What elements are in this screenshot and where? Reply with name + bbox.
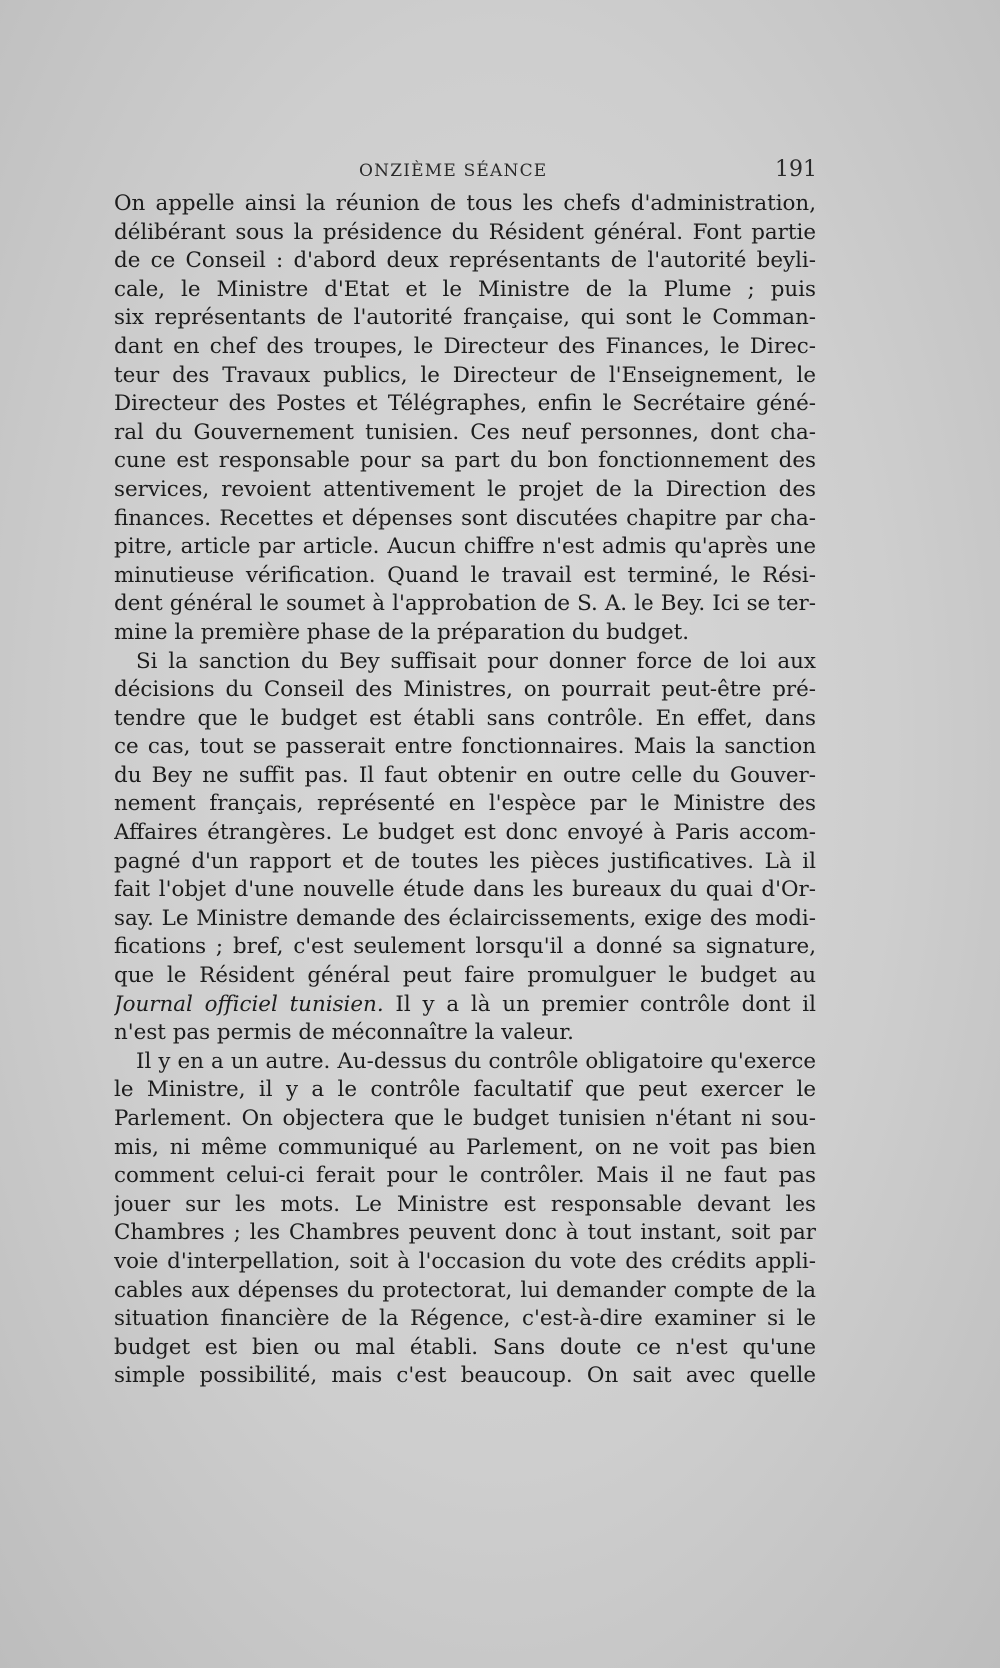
text-line: services, revoient attentivement le projet de la Direction des	[114, 476, 816, 502]
text-line: say. Le Ministre demande des éclaircissements, exige des modi-	[114, 905, 816, 931]
body-text	[114, 190, 816, 1391]
text-line: nement français, représenté en l'espèce par le Ministre des	[114, 791, 816, 817]
page-header	[115, 157, 817, 191]
journal-line-rest: Il y a là un premier contrôle dont il	[383, 991, 816, 1017]
text-line: voie d'interpellation, soit à l'occasion du vote des crédits appli-	[114, 1248, 816, 1274]
running-title: ONZIÈME SÉANCE	[359, 161, 548, 181]
text-line: minutieuse vérification. Quand le travail est terminé, le Rési-	[114, 562, 816, 588]
text-line: décisions du Conseil des Ministres, on pourrait peut-être pré-	[114, 677, 816, 703]
text-line: jouer sur les mots. Le Ministre est responsable devant les	[114, 1191, 816, 1217]
text-line: que le Résident général peut faire promulguer le budget au	[114, 963, 816, 989]
text-line: teur des Travaux publics, le Directeur de l'Enseignement, le	[114, 362, 816, 388]
text-line: délibérant sous la présidence du Résident général. Font partie	[114, 219, 816, 245]
text-line: situation financière de la Régence, c'est-à-dire examiner si le	[114, 1306, 816, 1332]
text-line: cables aux dépenses du protectorat, lui demander compte de la	[114, 1277, 816, 1303]
text-line: fications ; bref, c'est seulement lorsqu'il a donné sa signature,	[114, 934, 816, 960]
text-line: ce cas, tout se passerait entre fonctionnaires. Mais la sanction	[114, 734, 816, 760]
text-line: Affaires étrangères. Le budget est donc envoyé à Paris accom-	[114, 820, 816, 846]
text-line: pagné d'un rapport et de toutes les pièces justificatives. Là il	[114, 848, 816, 874]
text-line: comment celui-ci ferait pour le contrôler. Mais il ne faut pas	[114, 1163, 816, 1189]
text-line: cune est responsable pour sa part du bon fonctionnement des	[114, 448, 816, 474]
text-line: mine la première phase de la préparation du budget.	[114, 619, 690, 645]
text-line: du Bey ne suffit pas. Il faut obtenir en outre celle du Gouver-	[114, 762, 816, 788]
text-line: six représentants de l'autorité française, qui sont le Comman-	[114, 305, 816, 331]
text-line: dent général le soumet à l'approbation de S. A. le Bey. Ici se ter-	[114, 591, 816, 617]
text-line: Directeur des Postes et Télégraphes, enfin le Secrétaire géné-	[114, 391, 816, 417]
text-line: dant en chef des troupes, le Directeur des Finances, le Direc-	[114, 333, 816, 359]
text-line: On appelle ainsi la réunion de tous les chefs d'administration,	[114, 191, 816, 216]
text-line: tendre que le budget est établi sans contrôle. En effet, dans	[114, 705, 816, 731]
page-number: 191	[775, 157, 817, 182]
paragraph-first-line: Il y en a un autre. Au-dessus du contrôle obligatoire qu'exerce	[136, 1048, 816, 1074]
text-line: Chambres ; les Chambres peuvent donc à tout instant, soit par	[114, 1220, 816, 1246]
text-line: fait l'objet d'une nouvelle étude dans les bureaux du quai d'Or-	[114, 877, 816, 903]
text-line: simple possibilité, mais c'est beaucoup. On sait avec quelle	[114, 1363, 816, 1389]
text-line: budget est bien ou mal établi. Sans doute ce n'est qu'une	[114, 1334, 816, 1360]
text-line: finances. Recettes et dépenses sont discutées chapitre par cha-	[114, 505, 816, 531]
paragraph-first-line: Si la sanction du Bey suffisait pour donner force de loi aux	[136, 648, 816, 674]
text-line: de ce Conseil : d'abord deux représentants de l'autorité beyli-	[114, 248, 816, 274]
text-line: n'est pas permis de méconnaître la valeur.	[114, 1020, 574, 1046]
text-line: mis, ni même communiqué au Parlement, on ne voit pas bien	[114, 1134, 816, 1160]
text-line: Parlement. On objectera que le budget tunisien n'étant ni sou-	[114, 1106, 816, 1131]
text-line: le Ministre, il y a le contrôle facultatif que peut exercer le	[114, 1077, 816, 1103]
text-line: ral du Gouvernement tunisien. Ces neuf personnes, dont cha-	[114, 419, 816, 445]
journal-title: Journal officiel tunisien.	[114, 991, 384, 1017]
text-line: pitre, article par article. Aucun chiffre n'est admis qu'après une	[114, 534, 816, 560]
text-line: cale, le Ministre d'Etat et le Ministre de la Plume ; puis	[114, 276, 816, 302]
journal-line	[114, 991, 816, 1020]
